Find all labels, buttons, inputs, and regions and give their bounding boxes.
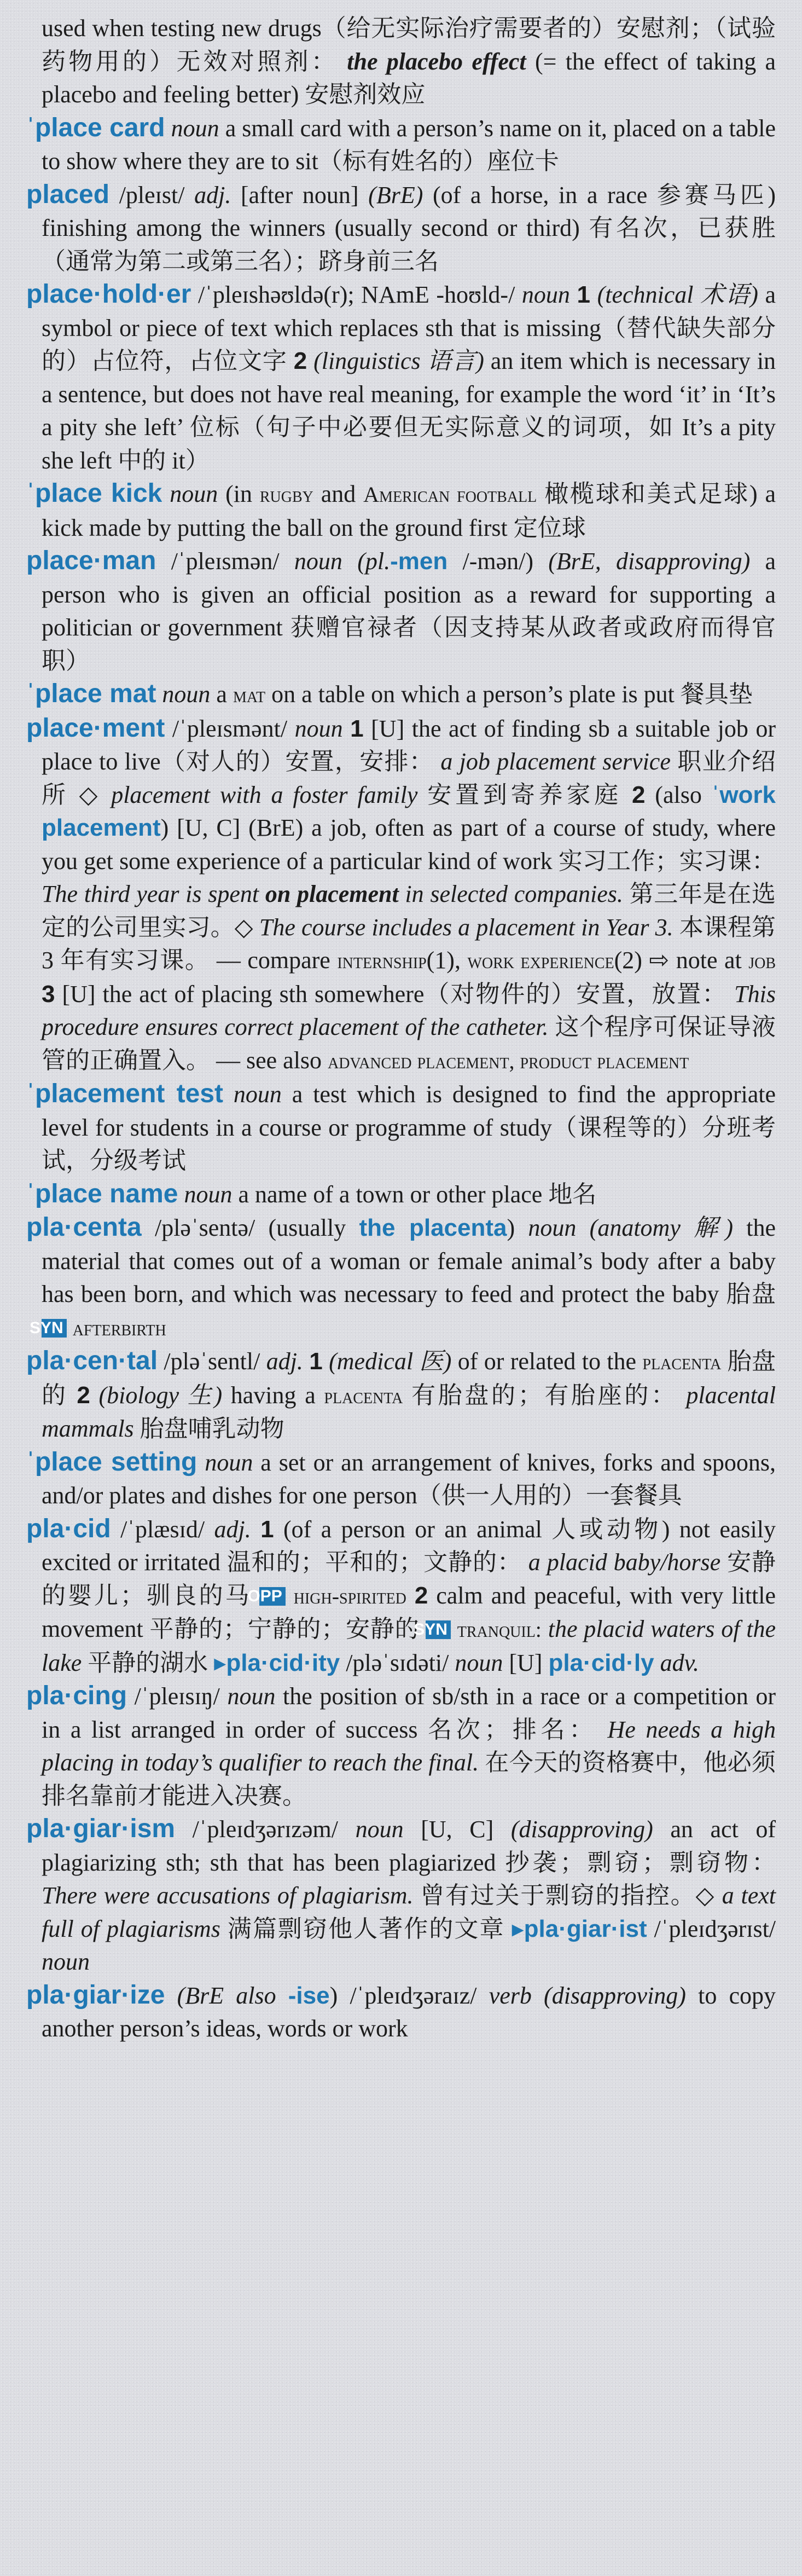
part-of-speech: adj. <box>214 1515 251 1543</box>
definition-text: 有胎盘的；有胎座的： <box>411 1381 678 1409</box>
sense-number: 1 <box>260 1515 274 1543</box>
headword: ˈplace name <box>26 1179 178 1208</box>
cross-reference[interactable]: advanced placement, product placement <box>328 1048 689 1073</box>
register-label: (BrE, disapproving) <box>548 548 751 575</box>
definition-text: 橄榄球和美式足球) a kick made by putting the ball on the ground first 定位球 <box>42 481 776 541</box>
part-of-speech: noun <box>205 1449 253 1476</box>
example: a text full of plagiarisms <box>42 1882 776 1942</box>
grammar-note: [U] <box>371 715 405 742</box>
definition-text: (= the effect of taking a placebo and feeling better) 安慰剂效应 <box>42 48 776 108</box>
entry-plagiarize <box>26 1979 776 2046</box>
example: The course includes a placement in Year 3. <box>259 913 673 941</box>
part-of-speech: noun <box>233 1081 282 1108</box>
definition-text: an act of plagiarizing sth; sth that has been plagiarized 抄袭；剽窃；剽窃物： <box>42 1816 776 1876</box>
headword: pla·cing <box>26 1681 127 1710</box>
definition-text: (of a horse, in a race 参赛马匹) finishing among the winners (usually second or third) 有名次，已获胜（通常为第二或第三名）；跻身前三名 <box>42 181 776 275</box>
pronunciation: /ˈpleɪshəʊldə(r); NAmE -hoʊld-/ <box>197 281 515 308</box>
pronunciation: /pləˈsentə/ <box>154 1214 255 1241</box>
example: a job placement service <box>440 748 671 775</box>
definition-text: the act of finding sb a suitable job or place to live（对人的）安置，安排： <box>42 715 776 775</box>
entry-place-setting <box>26 1446 776 1513</box>
cross-reference[interactable]: rugby <box>259 482 313 507</box>
definition-text: a name of a town or other place 地名 <box>238 1180 597 1208</box>
headword: pla·cen·tal <box>26 1346 158 1375</box>
pronunciation: /pləˈsɪdəti/ <box>346 1649 449 1676</box>
part-of-speech: noun <box>227 1683 276 1710</box>
part-of-speech: noun <box>455 1649 503 1676</box>
definition-text: a small card with a person’s name on it, placed on a table to show where they are to sit（标有姓名的）座位卡 <box>42 114 776 175</box>
translation: 职业介绍所 ◇ <box>42 748 776 808</box>
entry-place-mat <box>26 678 776 712</box>
example: the placid waters of the lake <box>42 1616 776 1676</box>
part-of-speech: noun <box>42 1948 90 1975</box>
headword: place·man <box>26 546 156 575</box>
cross-reference[interactable]: placenta <box>642 1350 722 1374</box>
part-of-speech: noun <box>528 1214 577 1241</box>
headword: pla·giar·ism <box>26 1814 176 1843</box>
definition-text: a test which is designed to find the appropriate level for students in a course or programme of study（课程等的）分班考试，分级考试 <box>42 1081 776 1174</box>
definition-text: the material that comes out of a woman or female animal’s body after a baby has been born, and which was necessary to feed and protect the baby 胎盘 <box>42 1214 776 1307</box>
example: a placid baby/horse <box>528 1549 721 1576</box>
derivative-headword: pla·cid·ity <box>226 1649 340 1676</box>
headword: pla·cid <box>26 1514 111 1543</box>
derivative-marker-icon: ▸ <box>214 1649 226 1676</box>
derivative-marker-icon: ▸ <box>512 1915 524 1942</box>
example: There were accusations of plagiarism. <box>42 1882 414 1909</box>
cross-reference-label: — see also <box>216 1046 322 1074</box>
arrow-right-icon: ⇨ <box>649 946 670 974</box>
definition-text: the position of sb/sth in a race or a competition or in a list arranged in order of success 名次；排名： <box>42 1683 776 1743</box>
part-of-speech: noun <box>355 1816 404 1843</box>
translation: 在今天的资格赛中，他必须排名靠前才能进入决赛。 <box>42 1749 776 1809</box>
synonym-reference[interactable]: afterbirth <box>72 1315 166 1340</box>
part-of-speech: noun <box>170 481 218 507</box>
entry-placid <box>26 1513 776 1680</box>
register-label: (BrE) <box>368 181 423 209</box>
definition-text: calm and peaceful, with very little movement 平静的；宁静的；安静的 <box>42 1582 776 1642</box>
example: placement with a foster family <box>111 781 418 808</box>
entry-placed <box>26 178 776 279</box>
cross-reference-label: — compare <box>216 947 330 974</box>
headword: ˈplace kick <box>26 479 162 508</box>
translation: 平静的湖水 <box>88 1649 208 1676</box>
register-label: (medical 医) <box>329 1348 452 1375</box>
part-of-speech: noun <box>162 681 211 708</box>
derivative-headword: pla·giar·ist <box>524 1915 647 1942</box>
cross-reference[interactable]: mat <box>233 682 266 707</box>
idiom-phrase: the placebo effect <box>347 48 526 75</box>
register-label: (disapproving) <box>510 1816 653 1843</box>
opposite-badge: OPP <box>259 1587 285 1606</box>
headword: pla·centa <box>26 1213 142 1242</box>
register-label: (anatomy 解) <box>589 1214 733 1241</box>
entry-placement <box>26 712 776 1078</box>
entry-place-card <box>26 112 776 178</box>
translation: 满篇剽窃他人著作的文章 <box>227 1915 505 1942</box>
sense-number: 2 <box>293 348 307 374</box>
part-of-speech: verb <box>489 1982 532 2009</box>
translation: 胎盘哺乳动物 <box>140 1415 284 1442</box>
definition-text: a symbol or piece of text which replaces sth that is missing（替代缺失部分的）占位符，占位文字 <box>42 281 776 374</box>
example: This procedure ensures correct placement of the catheter. <box>42 980 776 1040</box>
register-label: (biology 生) <box>98 1381 223 1409</box>
definition-text: (in <box>225 481 252 507</box>
register-label: (BrE also <box>177 1982 276 2009</box>
cross-reference-number: (2) <box>614 947 642 974</box>
translation: 安静的婴儿；驯良的马 <box>42 1549 776 1609</box>
grammar-note: [after noun] <box>241 181 359 209</box>
part-of-speech: noun <box>521 281 570 308</box>
pronunciation: /ˈplæsɪd/ <box>120 1515 205 1543</box>
dictionary-page <box>26 12 776 2046</box>
pronunciation: /ˈpleɪsɪŋ/ <box>134 1683 220 1710</box>
definition-text: (of a person or an animal 人或动物) not easily excited or irritated 温和的；平和的；文静的： <box>42 1515 776 1576</box>
synonym-badge: SYN <box>42 1319 67 1338</box>
pronunciation: /ˈpleɪsmən/ <box>171 548 280 575</box>
translation: 曾有过关于剽窃的指控。◇ <box>420 1882 716 1909</box>
usage-label: (usually <box>268 1214 346 1241</box>
sense-number: 3 <box>42 980 55 1008</box>
pronunciation: /ˈpleɪdʒərɪst/ <box>654 1915 776 1942</box>
synonym-reference[interactable]: tranquil: <box>457 1617 542 1642</box>
entry-placental <box>26 1345 776 1446</box>
register-label: (technical 术语) <box>597 281 758 308</box>
part-of-speech: noun <box>294 715 343 742</box>
definition-text: a set or an arrangement of knives, forks and spoons, and/or plates and dishes for one person（供一人用的）一套餐具 <box>42 1449 776 1509</box>
also-label: (also <box>655 781 702 808</box>
sense-number: 2 <box>631 781 646 808</box>
usage-label: ) <box>507 1214 515 1241</box>
entry-placeman <box>26 545 776 678</box>
inflection: -men <box>390 548 448 575</box>
part-of-speech: noun <box>171 114 219 142</box>
part-of-speech: adj. <box>194 181 231 209</box>
definition-text: and <box>321 481 356 507</box>
example: placental mammals <box>42 1381 776 1442</box>
cross-reference-number: (1), <box>426 947 461 974</box>
cross-reference[interactable]: internship <box>337 948 427 973</box>
usage-form: the placenta <box>359 1214 507 1241</box>
entry-continuation <box>26 12 776 112</box>
translation: 这个程序可保证导液管的正确置入。 <box>42 1014 776 1074</box>
register-label: ) <box>329 1982 338 2009</box>
cross-reference[interactable]: work experience <box>467 948 614 973</box>
register-label: (disapproving) <box>544 1982 686 2009</box>
entry-place-kick <box>26 477 776 545</box>
inflection-label: (pl. <box>357 548 391 575</box>
example: He needs a high placing in today’s qualifier to reach the final. <box>42 1716 776 1776</box>
definition-text: 胎盘的 <box>42 1348 776 1409</box>
grammar-note: [U] <box>509 1649 543 1676</box>
pronunciation: /ˈpleɪsmənt/ <box>172 715 288 742</box>
sense-number: 1 <box>577 281 590 308</box>
example: in selected companies. <box>405 881 623 907</box>
grammar-note: [U] <box>62 980 96 1008</box>
alternative-form: ˈwork placement <box>42 781 776 841</box>
translation: 第三年是在选定的公司里实习。◇ <box>42 881 776 941</box>
entry-placenta <box>26 1211 776 1345</box>
opposite-reference[interactable]: high-spirited <box>293 1583 406 1608</box>
cross-reference[interactable]: job <box>748 948 776 973</box>
headword: ˈplacement test <box>26 1079 223 1108</box>
pronunciation: /ˈpleɪdʒərɪzəm/ <box>192 1816 338 1843</box>
part-of-speech: adv. <box>660 1649 699 1676</box>
part-of-speech: noun <box>184 1180 233 1208</box>
translation: 安置到寄养家庭 <box>427 781 623 808</box>
headword: ˈplace mat <box>26 679 156 708</box>
definition-text: a <box>216 681 227 708</box>
definition-text: the act of placing sth somewhere（对物件的）安置，放置： <box>102 980 728 1008</box>
definition-text: having a <box>230 1381 316 1409</box>
headword: placed <box>26 180 110 209</box>
alternative-form: -ise <box>288 1982 330 2009</box>
register-label: (linguistics 语言) <box>313 348 484 374</box>
also-label: ) <box>160 814 169 841</box>
entry-placement-test <box>26 1078 776 1178</box>
headword: ˈplace card <box>26 113 165 142</box>
note-label: note at <box>676 947 742 974</box>
definition-text: of or related to the <box>457 1348 637 1375</box>
grammar-note: [U, C] (BrE) <box>177 814 304 841</box>
part-of-speech: adj. <box>266 1348 303 1375</box>
entry-placing <box>26 1680 776 1813</box>
pronunciation: /pleɪst/ <box>119 181 185 209</box>
definition-text: an item which is necessary in a sentence, but does not have real meaning, for example the word ‘it’ in ‘It’s a pity she left’ 位标（句子中必要但无实际意义的词项，如 It’s a pity she left 中的 it） <box>42 348 776 474</box>
headword: ˈplace setting <box>26 1447 197 1477</box>
pronunciation: /pləˈsentl/ <box>164 1348 260 1375</box>
entry-placeholder <box>26 278 776 477</box>
translation: 本课程第 3 年有实习课。 <box>42 913 776 974</box>
entry-plagiarism <box>26 1813 776 1979</box>
example: The third year is spent <box>42 881 259 907</box>
definition-text: a job, often as part of a course of study, where you get some experience of a particular kind of work 实习工作；实习课： <box>42 814 776 875</box>
synonym-badge: SYN <box>426 1620 451 1639</box>
sense-number: 2 <box>414 1582 428 1609</box>
definition-text: on a table on which a person’s plate is put 餐具垫 <box>271 681 753 708</box>
cross-reference[interactable]: placenta <box>324 1383 403 1408</box>
definition-text: used when testing new drugs（给无实际治疗需要者的）安慰剂；（试验药物用的）无效对照剂： <box>42 15 776 75</box>
headword: pla·giar·ize <box>26 1980 165 2010</box>
inflection-pron: /-mən/) <box>462 548 533 575</box>
example-collocation: on placement <box>265 881 399 907</box>
entry-place-name <box>26 1178 776 1212</box>
headword: place·ment <box>26 713 165 743</box>
definition-text: to copy another person’s ideas, words or work <box>42 1982 776 2042</box>
grammar-note: [U, C] <box>421 1816 494 1843</box>
sense-number: 1 <box>309 1348 323 1375</box>
sense-number: 2 <box>77 1381 90 1409</box>
definition-text: a person who is given an official position as a reward for supporting a politician or government 获赠官禄者（因支持某从政者或政府而得官职） <box>42 548 776 674</box>
part-of-speech: noun <box>294 548 342 575</box>
cross-reference[interactable]: American football <box>363 482 537 507</box>
derivative-headword: pla·cid·ly <box>548 1649 654 1676</box>
pronunciation: /ˈpleɪdʒəraɪz/ <box>350 1982 477 2009</box>
sense-number: 1 <box>350 715 364 742</box>
headword: place·hold·er <box>26 280 191 309</box>
